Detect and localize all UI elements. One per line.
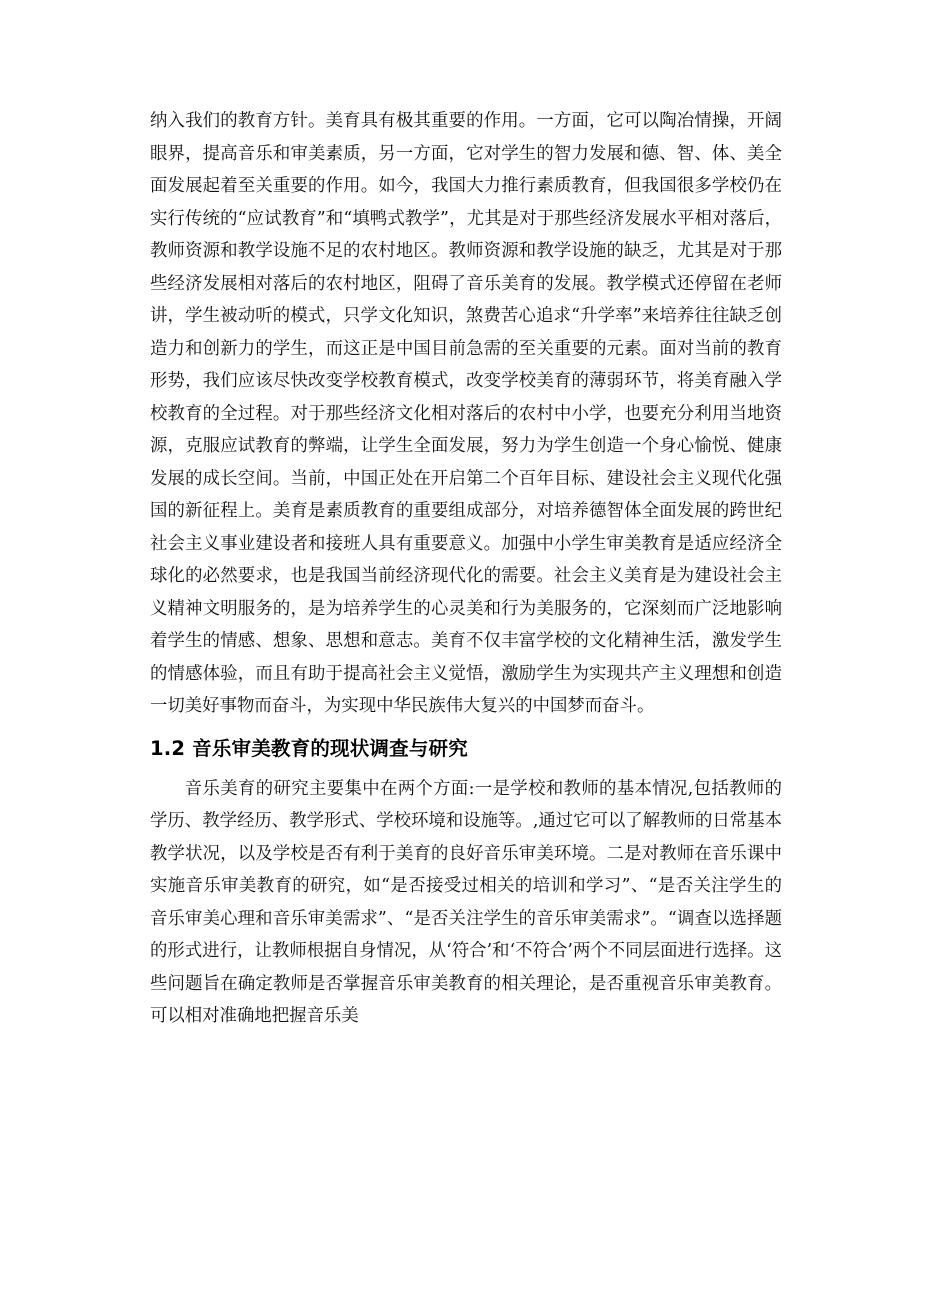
body-paragraph: 纳入我们的教育方针。美育具有极其重要的作用。一方面，它可以陶冶情操，开阔眼界，提高音乐和审美素质，另一方面，它对学生的智力发展和德、智、体、美全面发展起着至关重要的作用。如今，我国大力推行素质教育，但我国很多学校仍在实行传统的“应试教育”和“填鸭式教学”，尤其是对于那些经济发展水平相对落后，教师资源和教学设施不足的农村地区。教师资源和教学设施的缺乏，尤其是对于那些经济发展相对落后的农村地区，阻碍了音乐美育的发展。教学模式还停留在老师讲，学生被动听的模式，只学文化知识，煞费苦心追求“升学率”来培养往往缺乏创造力和创新力的学生，而这正是中国目前急需的至关重要的元素。面对当前的教育形势，我们应该尽快改变学校教育模式，改变学校美育的薄弱环节，将美育融入学校教育的全过程。对于那些经济文化相对落后的农村中小学，也要充分利用当地资源，克服应试教育的弊端，让学生全面发展，努力为学生创造一个身心愉悦、健康发展的成长空间。当前，中国正处在开启第二个百年目标、建设社会主义现代化强国的新征程上。美育是素质教育的重要组成部分，对培养德智体全面发展的跨世纪社会主义事业建设者和接班人具有重要意义。加强中小学生审美教育是适应经济全球化的必然要求，也是我国当前经济现代化的需要。社会主义美育是为建设社会主义精神文明服务的，是为培养学生的心灵美和行为美服务的，它深刻而广泛地影响着学生的情感、想象、思想和意志。美育不仅丰富学校的文化精神生活，激发学生的情感体验，而且有助于提高社会主义觉悟，激励学生为实现共产主义理想和创造一切美好事物而奋斗，为实现中华民族伟大复兴的中国梦而奋斗。	[150, 111, 782, 716]
document-body	[150, 105, 782, 1033]
section-heading: 1.2 音乐审美教育的现状调查与研究	[150, 736, 468, 760]
body-paragraph: 音乐美育的研究主要集中在两个方面:一是学校和教师的基本情况,包括教师的学历、教学经历、教学形式、学校环境和设施等。,通过它可以了解教师的日常基本教学状况，以及学校是否有利于美育的良好音乐审美环境。二是对教师在音乐课中实施音乐审美教育的研究，如“是否接受过相关的培训和学习”、“是否关注学生的音乐审美心理和音乐审美需求”、“是否关注学生的音乐审美需求”。“调查以选择题的形式进行，让教师根据自身情况，从‘符合’和‘不符合’两个不同层面进行选择。这些问题旨在确定教师是否掌握音乐审美教育的相关理论，是否重视音乐审美教育。可以相对准确地把握音乐美	[150, 778, 782, 1026]
